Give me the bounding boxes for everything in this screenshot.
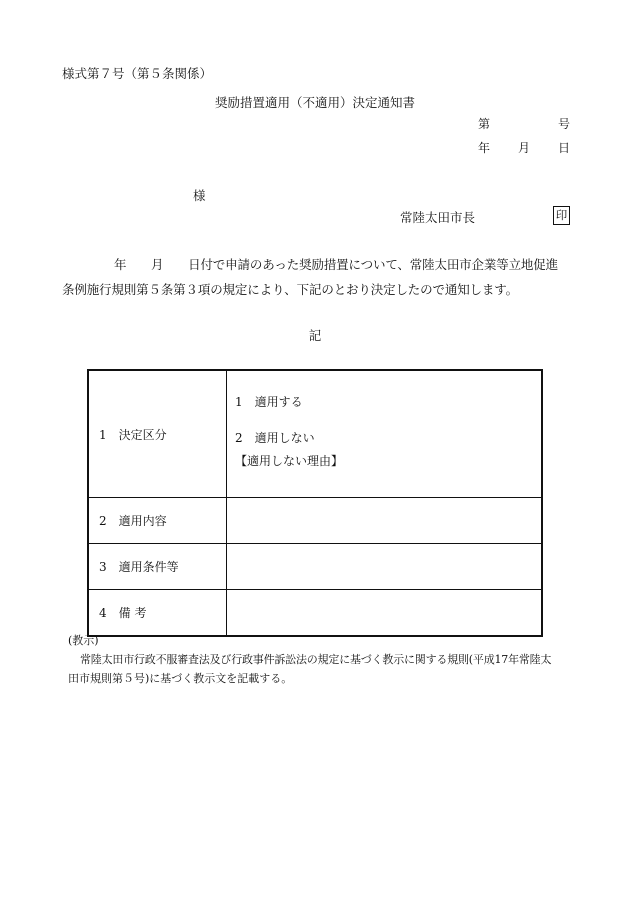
row-value-application-content [227, 498, 543, 544]
not-apply-reason-label: 【適用しない理由】 [235, 453, 344, 468]
notice-body [62, 252, 577, 302]
row-label-application-conditions: 3 適用条件等 [88, 544, 227, 590]
notice-body-line-1: 年 月 日付で申請のあった奨励措置について、常陸太田市企業等立地促進 [114, 257, 558, 272]
instruction-heading: (教示) [68, 634, 99, 647]
row-label-remarks: 4 備 考 [88, 590, 227, 637]
date-year: 年 [478, 141, 491, 155]
table-row [88, 544, 542, 590]
row-label-application-content: 2 適用内容 [88, 498, 227, 544]
seal-mark: 印 [553, 206, 570, 225]
issuer-name: 常陸太田市長 [400, 210, 476, 225]
row-value-remarks [227, 590, 543, 637]
instruction-line-1: 常陸太田市行政不服審査法及び行政事件訴訟法の規定に基づく教示に関する規則(平成17年常陸太 [80, 653, 552, 666]
decision-table [87, 369, 543, 637]
date-month: 月 [518, 141, 531, 155]
recipient: 様 [193, 188, 206, 203]
option-apply: 1 適用する [235, 394, 303, 409]
option-not-apply: 2 適用しない [235, 430, 315, 445]
document-title: 奨励措置適用（不適用）決定通知書 [214, 95, 415, 110]
table-row [88, 590, 542, 637]
table-row [88, 498, 542, 544]
document-number-suffix: 号 [557, 117, 570, 131]
row-label-decision-category: 1 決定区分 [88, 370, 227, 498]
instruction-line-2: 田市規則第５号)に基づく教示文を記載する。 [68, 672, 293, 685]
document-number-prefix: 第 [478, 117, 491, 131]
table-row [88, 370, 542, 498]
ki-heading: 記 [308, 328, 322, 343]
instruction-text [68, 650, 573, 688]
notice-body-line-2: 条例施行規則第５条第３項の規定により、下記のとおり決定したので通知します。 [62, 282, 518, 297]
form-number: 様式第７号（第５条関係） [62, 66, 213, 81]
date-day: 日 [557, 141, 570, 155]
row-value-application-conditions [227, 544, 543, 590]
row-value-decision-category [227, 370, 543, 498]
